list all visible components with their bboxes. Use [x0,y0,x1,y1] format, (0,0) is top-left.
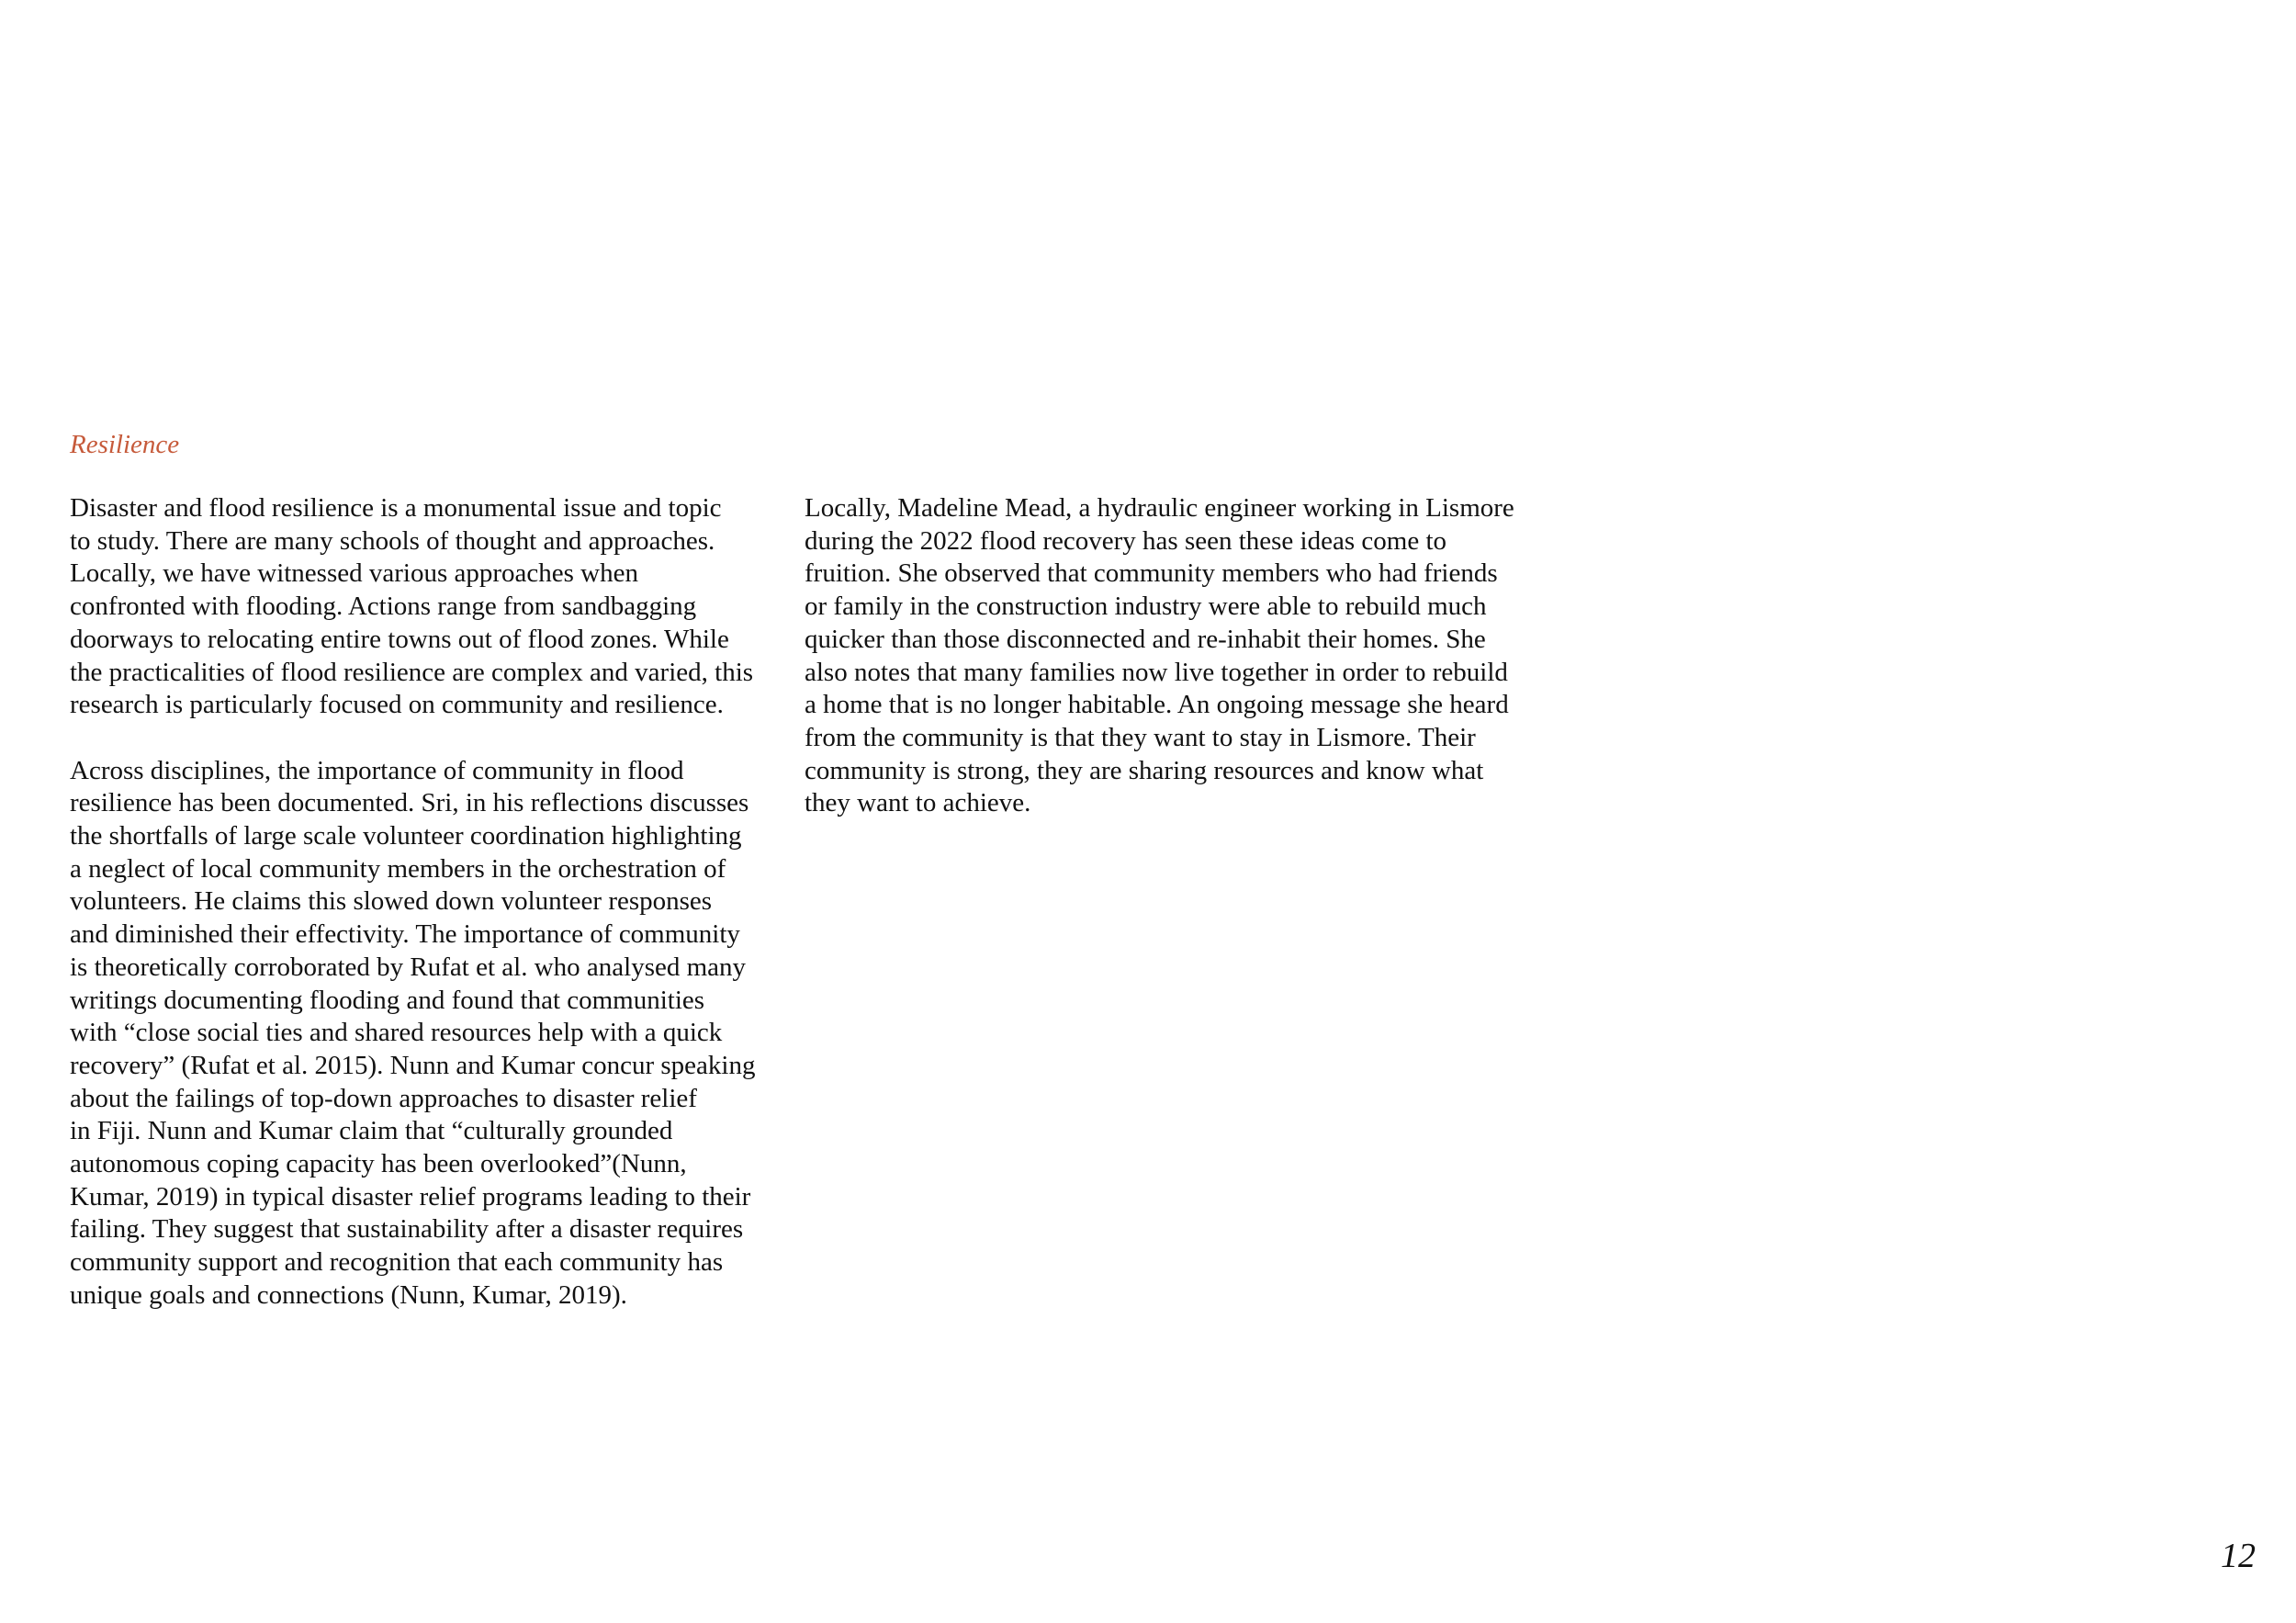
text-line: and diminished their effectivity. The importance of community [70,919,740,950]
text-line: autonomous coping capacity has been overlooked”(Nunn, [70,1149,687,1179]
page-number: 12 [2221,1537,2256,1575]
section-heading: Resilience [70,430,180,459]
text-line: Locally, Madeline Mead, a hydraulic engineer working in Lismore [805,493,1514,523]
text-line: in Fiji. Nunn and Kumar claim that “culturally grounded [70,1116,673,1146]
text-line: to study. There are many schools of thought and approaches. [70,525,715,556]
text-line: the practicalities of flood resilience are complex and varied, this [70,657,754,687]
left-paragraph-1 [70,492,777,722]
text-line: during the 2022 flood recovery has seen these ideas come to [805,525,1447,556]
text-line: is theoretically corroborated by Rufat et al. who analysed many [70,952,747,982]
left-paragraph-2 [70,755,777,1313]
text-line: about the failings of top-down approaches to disaster relief [70,1083,697,1113]
text-line: community support and recognition that each community has [70,1247,724,1278]
text-line: Disaster and flood resilience is a monumental issue and topic [70,493,722,523]
text-line: Locally, we have witnessed various approaches when [70,558,638,589]
text-line: writings documenting flooding and found that communities [70,985,705,1015]
text-line: also notes that many families now live together in order to rebuild [805,657,1508,687]
text-line: the shortfalls of large scale volunteer coordination highlighting [70,821,742,851]
text-line: confronted with flooding. Actions range from sandbagging [70,592,697,622]
text-line: fruition. She observed that community members who had friends [805,558,1498,589]
text-line: a home that is no longer habitable. An ongoing message she heard [805,690,1509,720]
text-line: Across disciplines, the importance of community in flood [70,755,684,785]
left-column [70,492,777,1313]
text-line: a neglect of local community members in the orchestration of [70,853,726,884]
text-line: from the community is that they want to stay in Lismore. Their [805,722,1476,752]
right-column [805,492,1548,820]
text-line: they want to achieve. [805,788,1031,818]
right-paragraph-1 [805,492,1548,820]
text-line: doorways to relocating entire towns out of flood zones. While [70,624,729,654]
text-line: unique goals and connections (Nunn, Kumar, 2019). [70,1279,627,1310]
text-line: failing. They suggest that sustainability after a disaster requires [70,1214,744,1245]
text-line: quicker than those disconnected and re-inhabit their homes. She [805,624,1486,654]
text-line: volunteers. He claims this slowed down volunteer responses [70,886,713,917]
text-line: with “close social ties and shared resources help with a quick [70,1018,723,1048]
text-line: research is particularly focused on community and resilience. [70,690,724,720]
text-line: recovery” (Rufat et al. 2015). Nunn and Kumar concur speaking [70,1050,756,1080]
text-line: resilience has been documented. Sri, in his reflections discusses [70,788,749,818]
text-line: or family in the construction industry were able to rebuild much [805,592,1487,622]
text-line: Kumar, 2019) in typical disaster relief programs leading to their [70,1181,751,1212]
text-line: community is strong, they are sharing resources and know what [805,755,1484,785]
